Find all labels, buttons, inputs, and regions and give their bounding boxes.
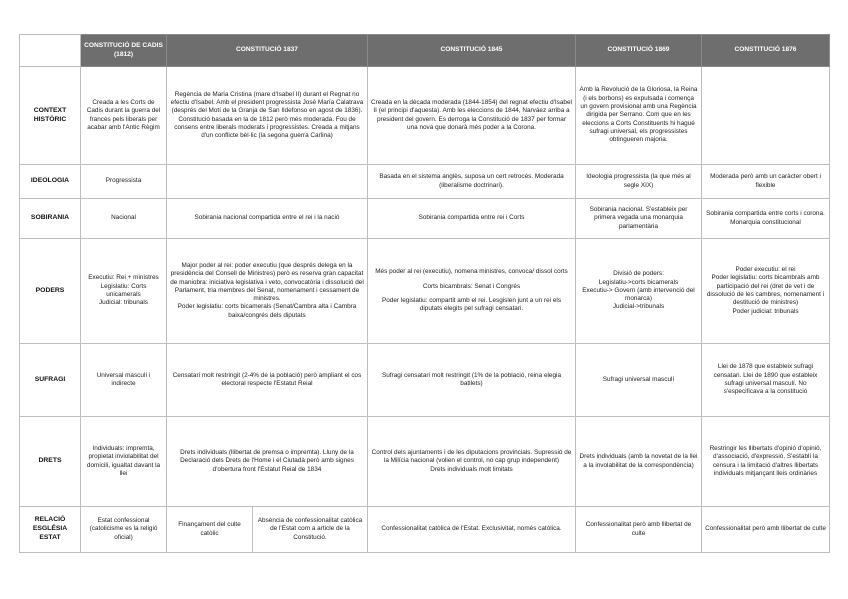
cell-sufragi-1837: Censatari molt restringit (2-4% de la població) però ampliant el cos electoral respecte l'Estatut Reial xyxy=(167,344,368,417)
cell-sobirania-1812: Nacional xyxy=(81,199,167,239)
poders-1845-line: Més poder al rei (executiu), nomena ministres, convoca/ dissol corts xyxy=(375,268,568,276)
poders-1869-line: Legislatiu->corts bicamerals xyxy=(598,278,679,286)
cell-ideologia-1837 xyxy=(167,165,368,199)
row-label-ideologia: IDEOLOGIA xyxy=(20,165,81,199)
row-label-sobirania: SOBIRANIA xyxy=(20,199,81,239)
header-corner xyxy=(20,35,81,67)
poders-1876-line: Poder legislatiu: corts bicambrals amb participació del rei (dret de vet i de dissolució de les cambres, nomenament i destitució de ministres) xyxy=(706,274,825,307)
cell-sobirania-1876: Sobirania compartida entre corts i corona. Monarquia constitucional xyxy=(702,199,830,239)
cell-ideologia-1876: Moderada però amb un caràcter obert i flexible xyxy=(702,165,830,199)
cell-ideologia-1869: Ideologia progressista (la que més al segle XIX) xyxy=(576,165,702,199)
cell-ideologia-1845: Basada en el sistema anglès, suposa un cert retrocés. Moderada (liberalisme doctrinari). xyxy=(368,165,576,199)
cell-poders-1869 xyxy=(576,239,702,344)
drets-1845-line: Control dels ajuntaments i de les diputacions provincials. Supressió de la Milícia nacional (volien el control, no cap grup independent) xyxy=(371,449,572,465)
poders-1837-line: Major poder al rei: poder executiu (que després delega en la presidència del Consell de Ministres) però es reserva gran capacitat de maniobra: iniciativa legislativa i veto, convocatòria i dissolució del Parlament, tria membres del Senat, nomenament i cessament de ministres. xyxy=(170,261,364,303)
cell-sufragi-1876: Llei de 1878 que estableix sufragi censatari. Llei de 1890 que estableix sufragi universal masculí. No s'especificava a la constitució xyxy=(702,344,830,417)
header-1837: CONSTITUCIÓ 1837 xyxy=(167,35,368,67)
cell-drets-1837: Drets individuals (llibertat de premsa o impremta). Lluny de la Declaració dels Drets de l'Home i el Ciutadà però amb signes d'obertura front l'Estatut Reial de 1834 xyxy=(167,417,368,507)
poders-1812-line: Judicial: tribunals xyxy=(98,299,149,307)
cell-context-1812: Creada a les Corts de Cadis durant la guerra del francès pels liberals per acabar amb l'Antic Règim xyxy=(81,67,167,165)
constitutions-comparison-table xyxy=(19,34,830,553)
row-poders xyxy=(20,239,830,344)
cell-drets-1876: Restringir les llibertats d'opinió d'opinió, d'associació, d'expressió. S'establí la censura i la limitació d'altres llibertats individuals mitjançant lleis ordinàries xyxy=(702,417,830,507)
poders-1876-line: Poder judicial: tribunals xyxy=(732,307,799,315)
cell-relacio-1869: Confessionalitat però amb llibertat de culte xyxy=(576,507,702,553)
header-1869: CONSTITUCIÓ 1869 xyxy=(576,35,702,67)
cell-sobirania-1869: Sobirania nacional. S'estableix per primera vegada una monarquia parlamentària xyxy=(576,199,702,239)
poders-1845-line: Poder legislatiu: compartit amb el rei. Lesgislen junt a un rei els diputats elegits pel sufragi censatari. xyxy=(381,297,562,313)
cell-relacio-1845: Confessionalitat catòlica de l'Estat. Exclusivitat, només catòlica. xyxy=(368,507,576,553)
poders-1869-line: Divisió de poders: xyxy=(613,270,664,278)
poders-1845-line: Corts bicambrals: Senat i Congrés xyxy=(422,282,521,290)
header-row xyxy=(20,35,830,67)
row-sobirania xyxy=(20,199,830,239)
row-context xyxy=(20,67,830,165)
cell-poders-1876 xyxy=(702,239,830,344)
cell-sufragi-1845: Sufragi censatari molt restringit (1% de la població, reina elegia batllets) xyxy=(368,344,576,417)
cell-poders-1837 xyxy=(167,239,368,344)
poders-1869-line: Executiu-> Govern (amb intervenció del monarca) xyxy=(582,286,695,303)
header-1812: CONSTITUCIÓ DE CADIS (1812) xyxy=(81,35,167,67)
cell-context-1876 xyxy=(702,67,830,165)
poders-1812-line: Legislatiu: Corts unicamerals xyxy=(100,282,147,298)
poders-1812-line: Executiu: Rei + ministres xyxy=(88,274,159,282)
row-label-relacio: RELACIÓ ESGLÉSIA ESTAT xyxy=(20,507,81,553)
poders-1837-line: Poder legislatiu: corts bicamerals (Senat/Cambra alta i Cambra baixa/congrés dels diputats xyxy=(177,303,357,319)
row-drets xyxy=(20,417,830,507)
poders-1876-line: Poder executiu: el rei xyxy=(735,266,796,274)
cell-poders-1812 xyxy=(81,239,167,344)
cell-drets-1812: Individuals: impremta, propietat inviolabilitat del domicili, igualtat davant la llei xyxy=(81,417,167,507)
cell-sufragi-1812: Universal masculí i indirecte xyxy=(81,344,167,417)
row-label-drets: DRETS xyxy=(20,417,81,507)
cell-relacio-1812: Estat confessional (catolicisme es la religió oficial) xyxy=(81,507,167,553)
header-1845: CONSTITUCIÓ 1845 xyxy=(368,35,576,67)
poders-1869-line: Judicial->tribunals xyxy=(612,303,665,311)
cell-drets-1845 xyxy=(368,417,576,507)
row-relacio xyxy=(20,507,830,553)
cell-context-1837: Regència de Maria Cristina (mare d'Isabel II) durant el Regnat no efectiu d'Isabel. Amb el president progressista José María Calatrava (després del Motí de la Granja de San Ildefonso en agost de 1836). Constitució basada en la de 1812 però més moderada. Fou de consens entre liberals moderats i progressistes. Creada a mitjans d'un conflicte bèl·lic (la segona guerra Carlina) xyxy=(167,67,368,165)
cell-sufragi-1869: Sufragi universal masculí xyxy=(576,344,702,417)
cell-relacio-1876: Confessionalitat però amb llibertat de culte xyxy=(702,507,830,553)
row-label-poders: PODERS xyxy=(20,239,81,344)
cell-drets-1869: Drets individuals (amb la novetat de la llei a la involabilitat de la correspondència) xyxy=(576,417,702,507)
cell-context-1869: Amb la Revolució de la Gloriosa, la Reina (i els borbons) es expulsada i comença un govern provisional amb una Regència dirigida per Serrano. Com que en les eleccions a Corts Constituents hi hagué sufragi universal, els progressistes obtingueren majoria. xyxy=(576,67,702,165)
drets-1845-line: Drets individuals molt limitats xyxy=(430,465,513,473)
row-label-sufragi: SUFRAGI xyxy=(20,344,81,417)
cell-ideologia-1812: Progressista xyxy=(81,165,167,199)
cell-sobirania-1845: Sobirania compartida entre rei i Corts xyxy=(368,199,576,239)
row-label-context: CONTEXT HISTÒRIC xyxy=(20,67,81,165)
cell-sobirania-1837: Sobirania nacional compartida entre el rei i la nació xyxy=(167,199,368,239)
row-sufragi xyxy=(20,344,830,417)
row-ideologia xyxy=(20,165,830,199)
cell-relacio-1837b: Absència de confessionalitat catòlica de l'Estat com a article de la Constitució. xyxy=(253,507,368,553)
cell-relacio-1837a: Finançament del culte catòlic xyxy=(167,507,253,553)
cell-context-1845: Creada en la dècada moderada (1844-1854) del regnat efectiu d'Isabel II (el principi d'aquesta). Amb les eleccions de 1844, Narváez arriba a president del govern. Es derroga la Constitució de 1837 per formar una nova que donarà més poder a la Corona. xyxy=(368,67,576,165)
header-1876: CONSTITUCIÓ 1876 xyxy=(702,35,830,67)
cell-poders-1845 xyxy=(368,239,576,344)
